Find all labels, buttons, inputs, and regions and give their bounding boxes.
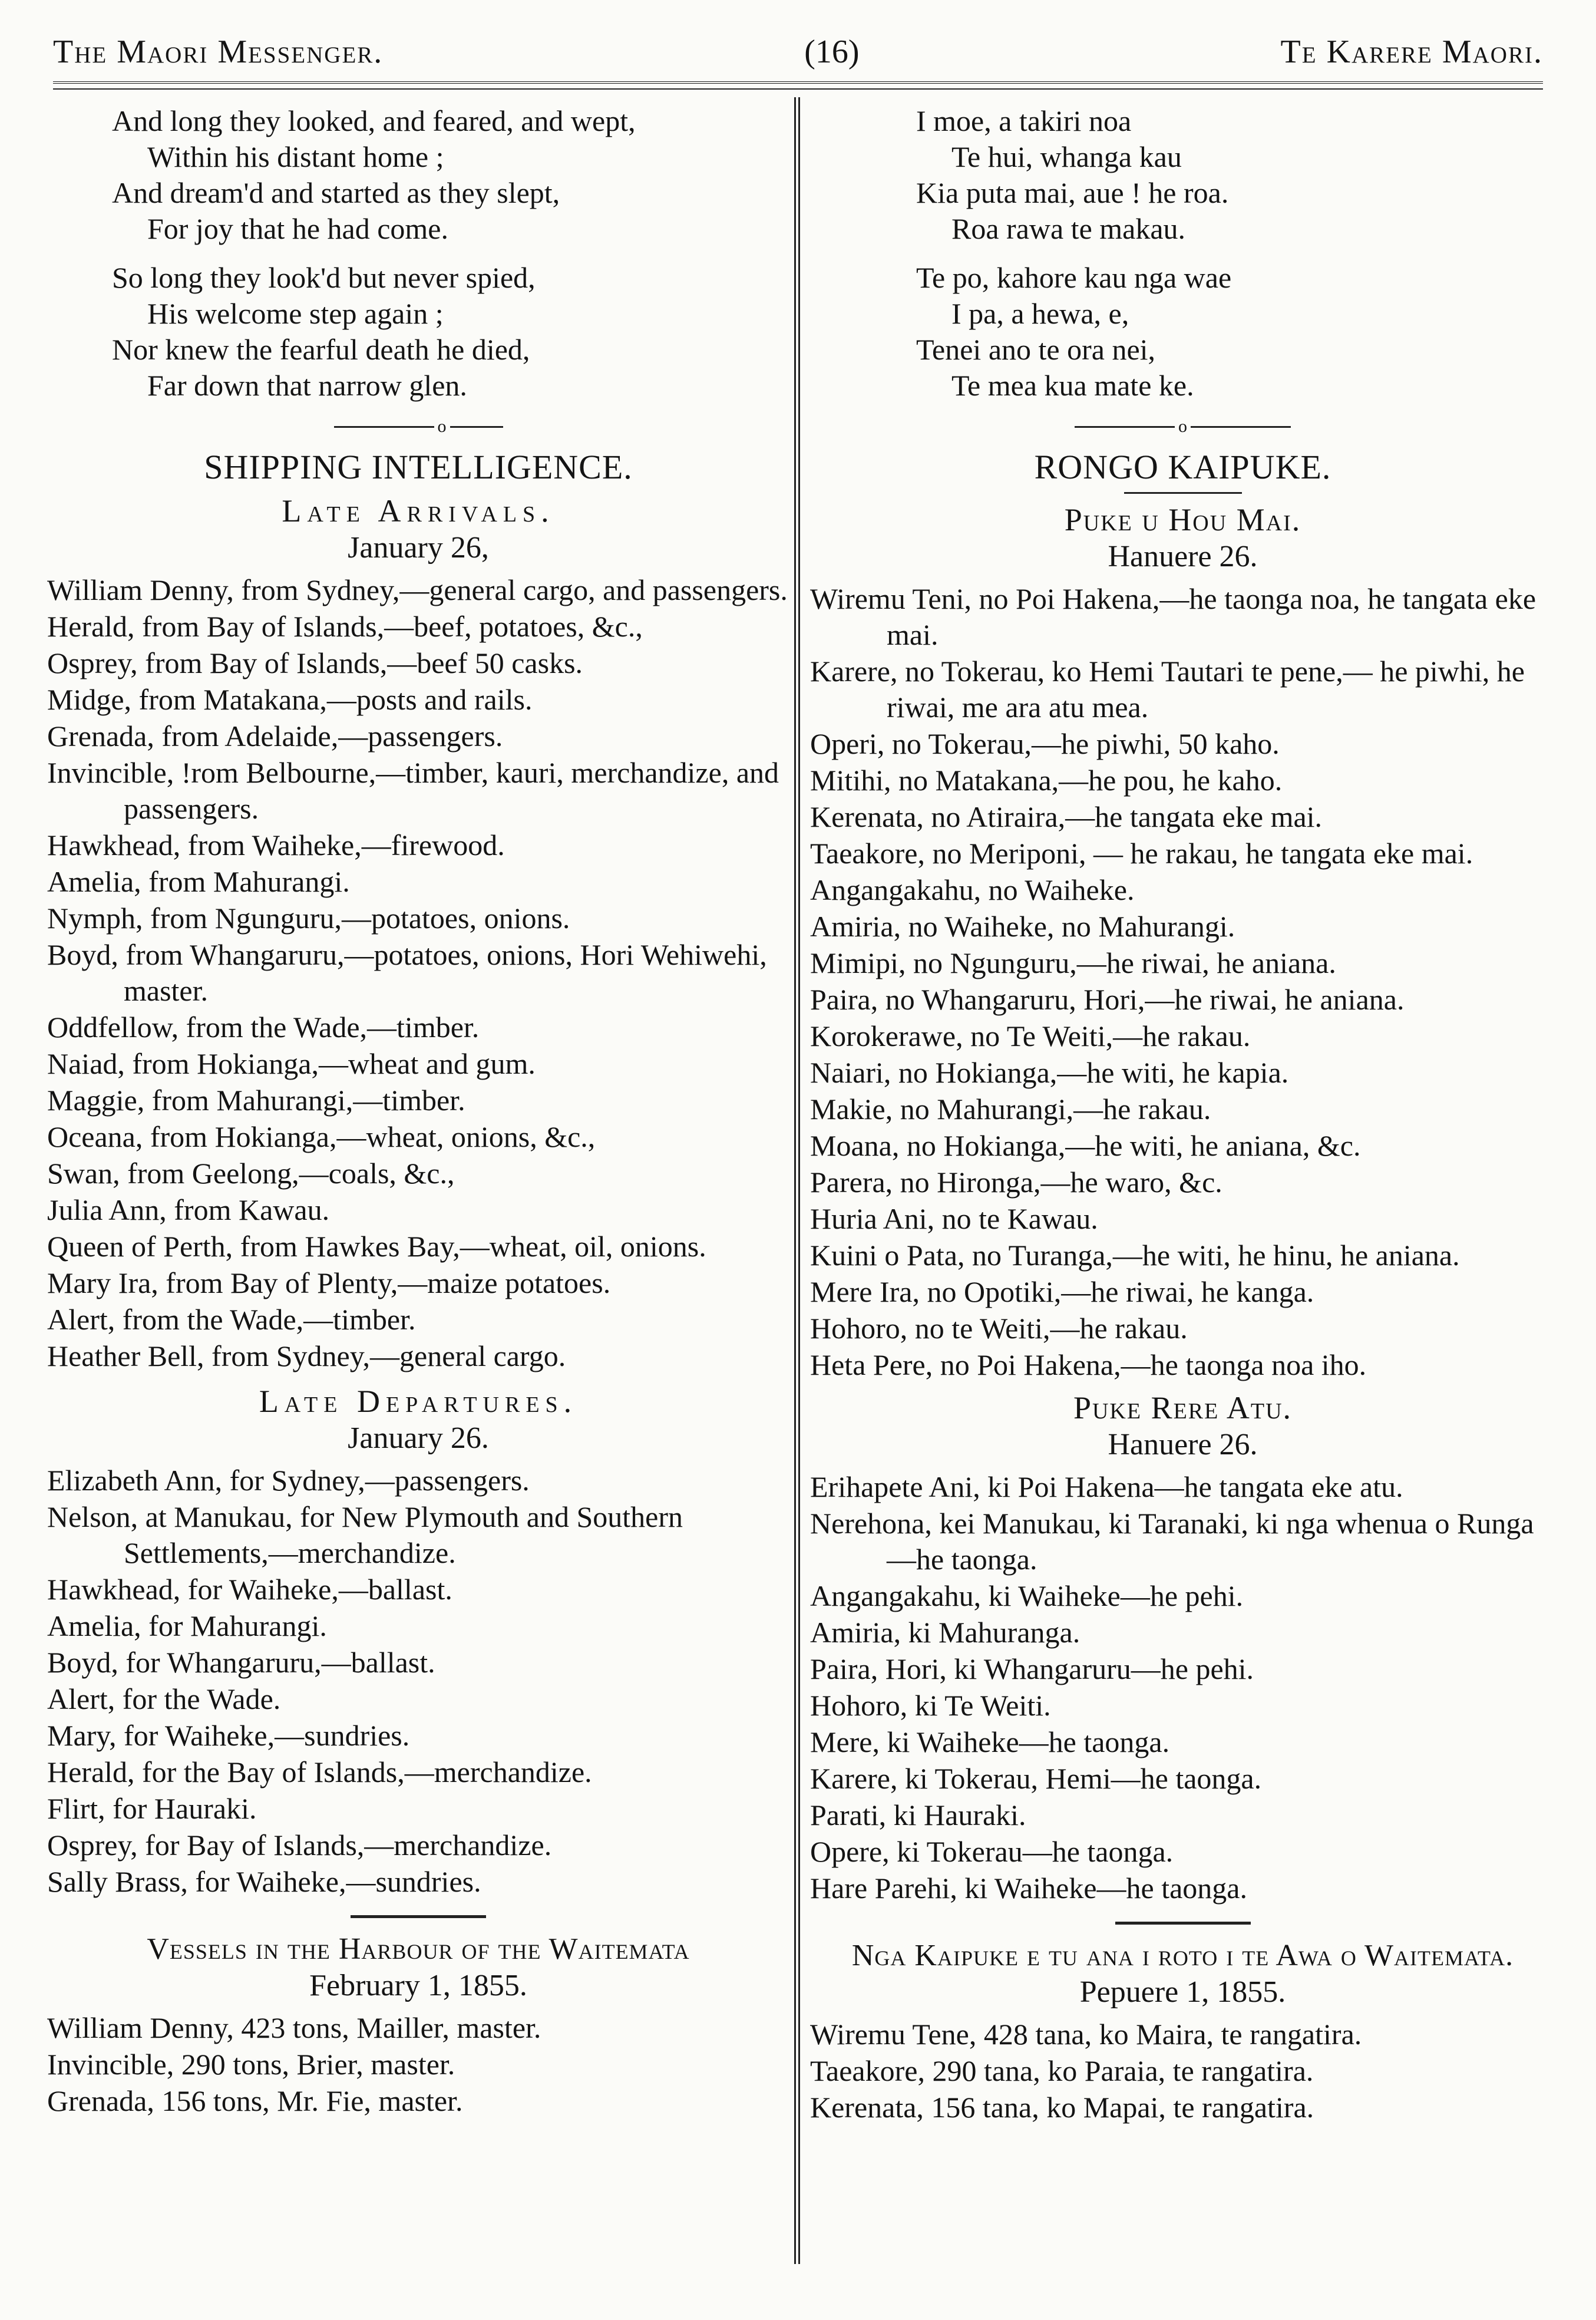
poem-line: Roa rawa te makau. [951, 212, 1186, 245]
list-item: Paira, no Whangaruru, Hori,—he riwai, he aniana. [810, 983, 1405, 1017]
list-item: Amiria, no Waiheke, no Mahurangi. [810, 910, 1235, 943]
list-item: Oddfellow, from the Wade,—timber. [47, 1011, 480, 1044]
list-item: Naiari, no Hokianga,—he witi, he kapia. [810, 1056, 1289, 1090]
poem-line: And long they looked, and feared, and wept, [112, 104, 636, 137]
ornament-divider: o [810, 417, 1555, 435]
ornament-divider: o [47, 417, 789, 435]
list-item: Boyd, for Whangaruru,—ballast. [47, 1646, 435, 1679]
section-rule [1115, 1922, 1251, 1925]
section-rule [351, 1915, 486, 1918]
list-item: Julia Ann, from Kawau. [47, 1193, 330, 1227]
list-item: Heather Bell, from Sydney,—general cargo. [47, 1339, 566, 1373]
list-item: Invincible, 290 tons, Brier, master. [47, 2048, 455, 2081]
list-item: Karere, no Tokerau, ko Hemi Tautari te pene,— he piwhi, he riwai, me ara atu mea. [810, 655, 1525, 724]
arrivals-list [47, 572, 789, 1374]
list-item: Nymph, from Ngunguru,—potatoes, onions. [47, 902, 570, 935]
list-item: Parera, no Hironga,—he waro, &c. [810, 1166, 1222, 1199]
list-item: Invincible, !rom Belbourne,—timber, kauri, merchandize, and passengers. [47, 756, 779, 826]
list-item: Karere, ki Tokerau, Hemi—he taonga. [810, 1762, 1262, 1796]
list-item: Angangakahu, no Waiheke. [810, 873, 1135, 907]
list-item: William Denny, 423 tons, Mailler, master. [47, 2011, 541, 2045]
list-item: Mere, ki Waiheke—he taonga. [810, 1725, 1170, 1759]
arrivals-heading: Late Arrivals. [282, 493, 555, 529]
list-item: Nerehona, kei Manukau, ki Taranaki, ki nga whenua o Runga—he taonga. [810, 1507, 1534, 1576]
list-item: Naiad, from Hokianga,—wheat and gum. [47, 1047, 536, 1081]
list-item: Maggie, from Mahurangi,—timber. [47, 1084, 465, 1117]
list-item: Parati, ki Hauraki. [810, 1798, 1026, 1832]
list-item: Kuini o Pata, no Turanga,—he witi, he hinu, he aniana. [810, 1239, 1460, 1272]
poem-line: Tenei ano te ora nei, [916, 333, 1156, 366]
list-item: Amiria, ki Mahuranga. [810, 1616, 1080, 1649]
departures-heading: Late Departures. [259, 1384, 578, 1420]
vessels-heading: Nga Kaipuke e tu ana i roto i te Awa o Waitemata. [851, 1939, 1514, 1973]
column-english [47, 103, 789, 2267]
poem-line: Te po, kahore kau nga wae [916, 261, 1232, 294]
list-item: William Denny, from Sydney,—general cargo, and passengers. [47, 573, 788, 607]
list-item: Amelia, from Mahurangi. [47, 865, 350, 899]
list-item: Mimipi, no Ngunguru,—he riwai, he aniana. [810, 946, 1336, 980]
list-item: Huria Ani, no te Kawau. [810, 1202, 1098, 1236]
header-title-maori: Te Karere Maori. [1280, 34, 1543, 70]
list-item: Hawkhead, for Waiheke,—ballast. [47, 1573, 452, 1606]
list-item: Amelia, for Mahurangi. [47, 1609, 327, 1643]
poem-line: Far down that narrow glen. [147, 369, 467, 402]
list-item: Kerenata, no Atiraira,—he tangata eke mai. [810, 800, 1323, 834]
list-item: Taeakore, 290 tana, ko Paraia, te rangatira. [810, 2054, 1314, 2088]
title-rule [1124, 492, 1242, 494]
header-title-english: The Maori Messenger. [53, 34, 384, 70]
list-item: Wiremu Teni, no Poi Hakena,—he taonga noa, he tangata eke mai. [810, 582, 1536, 652]
section-title: RONGO KAIPUKE. [1034, 448, 1331, 487]
list-item: Oceana, from Hokianga,—wheat, onions, &c., [47, 1120, 596, 1154]
departures-list [810, 1469, 1555, 1906]
list-item: Erihapete Ani, ki Poi Hakena—he tangata eke atu. [810, 1470, 1403, 1504]
list-item: Flirt, for Hauraki. [47, 1792, 257, 1826]
vessels-heading: Vessels in the Harbour of the Waitemata [147, 1932, 690, 1966]
list-item: Kerenata, 156 tana, ko Mapai, te rangatira. [810, 2091, 1314, 2124]
list-item: Queen of Perth, from Hawkes Bay,—wheat, oil, onions. [47, 1230, 706, 1263]
poem-line: Within his distant home ; [147, 140, 444, 173]
poem-stanza [916, 103, 1555, 247]
poem-line: I pa, a hewa, e, [951, 297, 1129, 330]
poem-stanza [916, 260, 1555, 404]
list-item: Sally Brass, for Waiheke,—sundries. [47, 1865, 481, 1899]
list-item: Mere Ira, no Opotiki,—he riwai, he kanga. [810, 1275, 1314, 1309]
poem-line: Nor knew the fearful death he died, [112, 333, 530, 366]
list-item: Midge, from Matakana,—posts and rails. [47, 683, 533, 717]
poem-line: I moe, a takiri noa [916, 104, 1132, 137]
list-item: Moana, no Hokianga,—he witi, he aniana, &c. [810, 1129, 1361, 1163]
list-item: Taeakore, no Meriponi, — he rakau, he tangata eke mai. [810, 837, 1473, 870]
list-item: Mary Ira, from Bay of Plenty,—maize potatoes. [47, 1266, 611, 1300]
list-item: Hare Parehi, ki Waiheke—he taonga. [810, 1872, 1247, 1905]
vessels-list [47, 2010, 789, 2119]
poem-line: Te hui, whanga kau [951, 140, 1182, 173]
header-rule [53, 81, 1543, 90]
arrivals-date: Hanuere 26. [1108, 540, 1258, 574]
vessels-date: Pepuere 1, 1855. [1079, 1975, 1286, 2009]
list-item: Osprey, for Bay of Islands,—merchandize. [47, 1829, 552, 1862]
list-item: Hohoro, no te Weiti,—he rakau. [810, 1312, 1188, 1345]
list-item: Opere, ki Tokerau—he taonga. [810, 1835, 1174, 1869]
list-item: Alert, from the Wade,—timber. [47, 1303, 416, 1336]
vessels-date: February 1, 1855. [309, 1969, 527, 2003]
list-item: Hohoro, ki Te Weiti. [810, 1689, 1051, 1722]
poem-stanza [112, 260, 789, 404]
list-item: Grenada, from Adelaide,—passengers. [47, 720, 503, 753]
column-divider [794, 97, 800, 2264]
list-item: Nelson, at Manukau, for New Plymouth and Southern Settlements,—merchandize. [47, 1500, 683, 1570]
list-item: Osprey, from Bay of Islands,—beef 50 casks. [47, 646, 583, 680]
list-item: Alert, for the Wade. [47, 1682, 281, 1716]
list-item: Mitihi, no Matakana,—he pou, he kaho. [810, 764, 1283, 797]
arrivals-list [810, 581, 1555, 1383]
list-item: Mary, for Waiheke,—sundries. [47, 1719, 410, 1753]
arrivals-heading: Puke u Hou Mai. [1064, 502, 1301, 538]
departures-list [47, 1463, 789, 1900]
section-title: SHIPPING INTELLIGENCE. [204, 448, 633, 487]
poem-line: And dream'd and started as they slept, [112, 176, 560, 209]
list-item: Boyd, from Whangaruru,—potatoes, onions, Hori Wehiwehi, master. [47, 938, 767, 1008]
poem-line: So long they look'd but never spied, [112, 261, 536, 294]
list-item: Wiremu Tene, 428 tana, ko Maira, te rangatira. [810, 2018, 1362, 2051]
list-item: Angangakahu, ki Waiheke—he pehi. [810, 1579, 1244, 1613]
list-item: Elizabeth Ann, for Sydney,—passengers. [47, 1464, 530, 1497]
departures-heading: Puke Rere Atu. [1073, 1390, 1293, 1426]
vessels-list [810, 2017, 1555, 2126]
poem-line: Kia puta mai, aue ! he roa. [916, 176, 1229, 209]
list-item: Paira, Hori, ki Whangaruru—he pehi. [810, 1652, 1254, 1686]
list-item: Operi, no Tokerau,—he piwhi, 50 kaho. [810, 727, 1280, 761]
page-number: (16) [804, 34, 860, 70]
poem-line: Te mea kua mate ke. [951, 369, 1194, 402]
column-maori [810, 103, 1555, 2267]
list-item: Korokerawe, no Te Weiti,—he rakau. [810, 1019, 1251, 1053]
departures-date: Hanuere 26. [1108, 1428, 1258, 1462]
list-item: Makie, no Mahurangi,—he rakau. [810, 1093, 1211, 1126]
poem-stanza [112, 103, 789, 247]
page-header [53, 28, 1543, 75]
list-item: Hawkhead, from Waiheke,—firewood. [47, 829, 505, 862]
poem-line: His welcome step again ; [147, 297, 444, 330]
list-item: Herald, for the Bay of Islands,—merchandize. [47, 1755, 592, 1789]
list-item: Herald, from Bay of Islands,—beef, potatoes, &c., [47, 610, 643, 643]
list-item: Heta Pere, no Poi Hakena,—he taonga noa iho. [810, 1348, 1367, 1382]
departures-date: January 26. [348, 1421, 489, 1456]
list-item: Swan, from Geelong,—coals, &c., [47, 1157, 455, 1190]
list-item: Grenada, 156 tons, Mr. Fie, master. [47, 2084, 463, 2118]
poem-line: For joy that he had come. [147, 212, 448, 245]
arrivals-date: January 26, [348, 531, 489, 565]
